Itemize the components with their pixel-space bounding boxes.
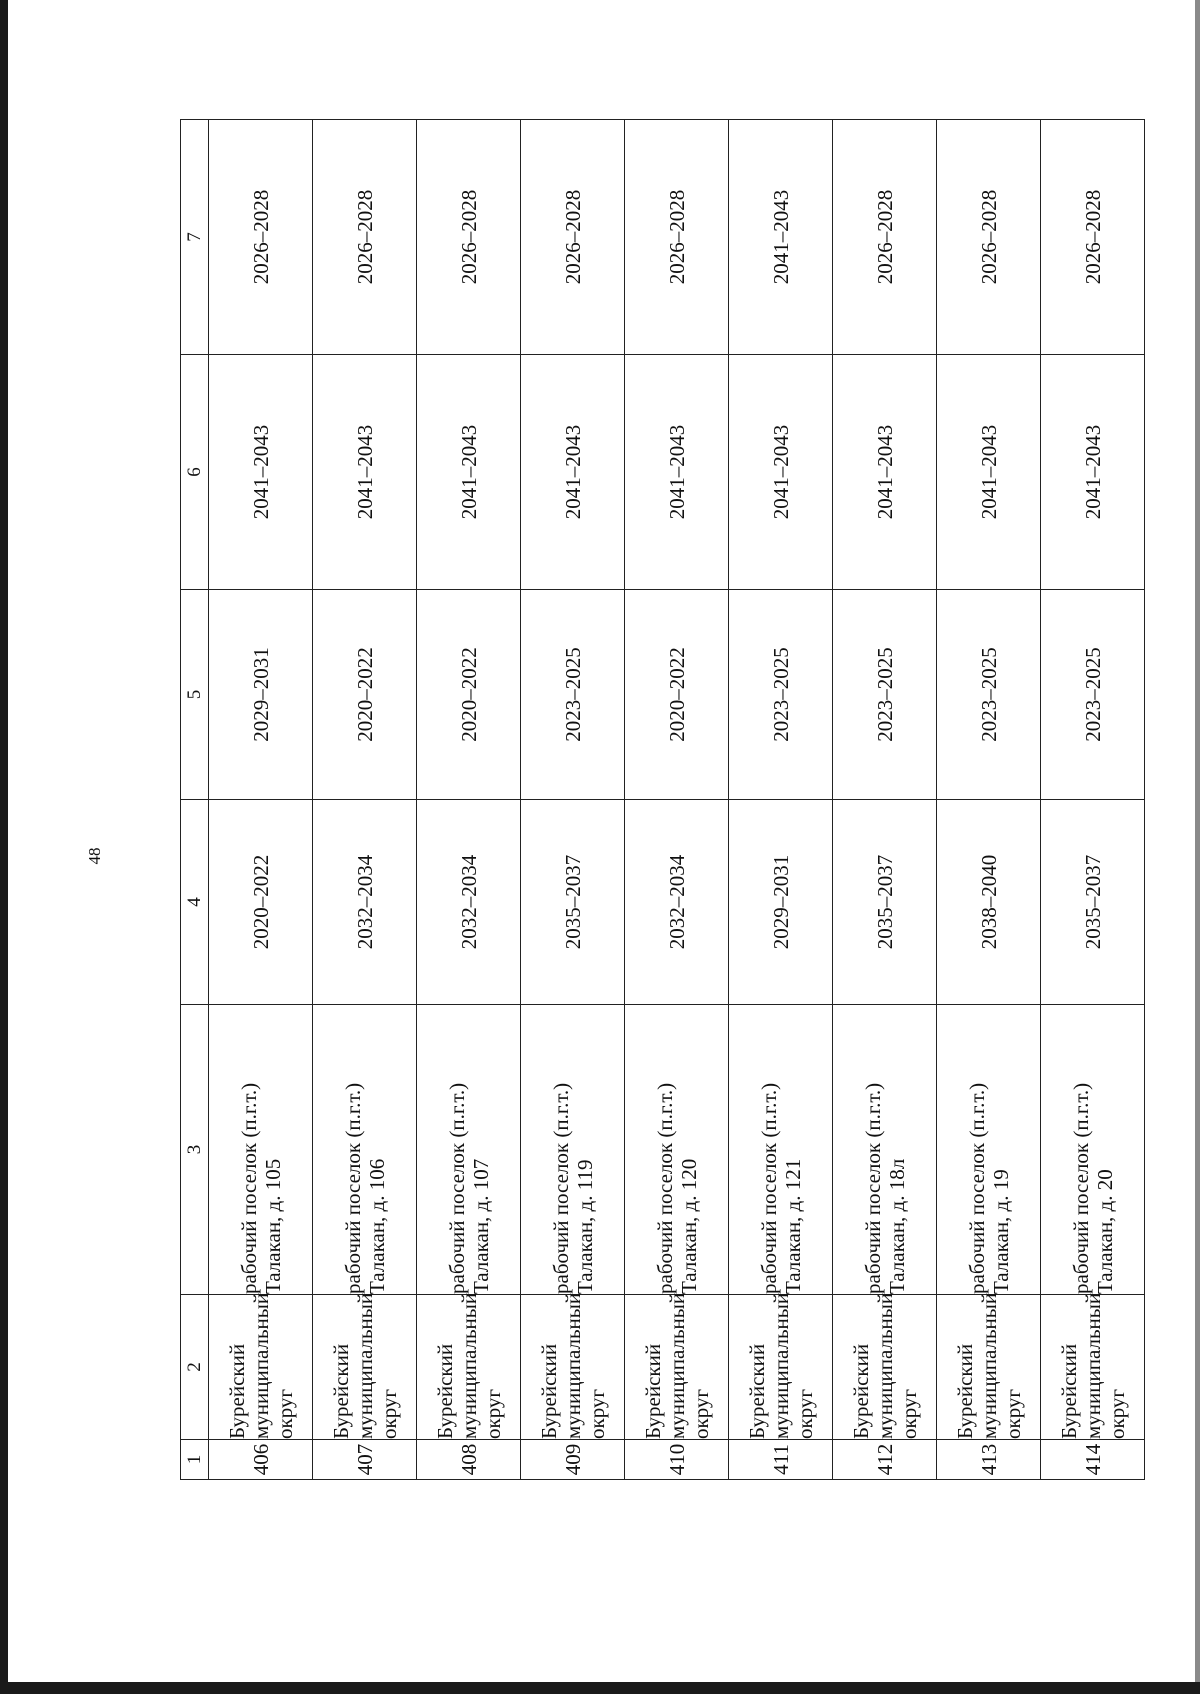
period-cell-col5: 2020–2022 — [417, 590, 521, 800]
district-cell — [417, 1292, 521, 1440]
period-cell-col7: 2026–2028 — [833, 120, 937, 355]
period-cell-col7: 2041–2043 — [729, 120, 833, 355]
district-line: округ — [272, 1388, 297, 1439]
page-number: 48 — [85, 847, 104, 865]
district-line: округ — [480, 1388, 505, 1439]
period-cell-col5: 2023–2025 — [729, 590, 833, 800]
address-cell — [625, 1005, 729, 1295]
header-row — [181, 120, 209, 1480]
header-col-6: 6 — [181, 355, 209, 590]
district-line: Бурейский — [224, 1343, 249, 1439]
district-cell — [521, 1292, 625, 1440]
address-cell — [729, 1005, 833, 1295]
period-cell-col4: 2032–2034 — [313, 800, 417, 1005]
period-cell-col6: 2041–2043 — [313, 355, 417, 590]
period-cell-col4: 2035–2037 — [521, 800, 625, 1005]
table-row — [313, 120, 417, 1480]
district-line: округ — [584, 1388, 609, 1439]
register-table — [180, 119, 1145, 1480]
period-cell-col6: 2041–2043 — [417, 355, 521, 590]
district-line: Бурейский — [744, 1343, 769, 1439]
period-cell-col6: 2041–2043 — [625, 355, 729, 590]
address-line: рабочий поселок (п.г.т.) — [860, 1082, 885, 1294]
row-number-cell: 407 — [313, 1440, 417, 1480]
address-line: Талакан, д. 19 — [988, 1169, 1013, 1294]
header-col-1: 1 — [181, 1440, 209, 1480]
row-number-cell: 408 — [417, 1440, 521, 1480]
district-line: Бурейский — [328, 1343, 353, 1439]
district-line: округ — [1104, 1388, 1129, 1439]
period-cell-col7: 2026–2028 — [209, 120, 313, 355]
table-row — [209, 120, 313, 1480]
row-number-cell: 414 — [1041, 1440, 1145, 1480]
address-line: рабочий поселок (п.г.т.) — [756, 1082, 781, 1294]
period-cell-col5: 2023–2025 — [521, 590, 625, 800]
district-line: округ — [688, 1388, 713, 1439]
district-line: муниципальный — [560, 1292, 585, 1439]
district-line: Бурейский — [536, 1343, 561, 1439]
address-line: Талакан, д. 105 — [260, 1158, 285, 1294]
header-col-2: 2 — [181, 1295, 209, 1440]
row-number-cell: 410 — [625, 1440, 729, 1480]
district-line: округ — [376, 1388, 401, 1439]
scan-edge-left — [0, 0, 8, 1694]
period-cell-col4: 2035–2037 — [1041, 800, 1145, 1005]
address-line: Талакан, д. 120 — [676, 1158, 701, 1294]
period-cell-col4: 2035–2037 — [833, 800, 937, 1005]
address-cell — [417, 1005, 521, 1295]
district-line: муниципальный — [976, 1292, 1001, 1439]
address-line: рабочий поселок (п.г.т.) — [652, 1082, 677, 1294]
district-line: Бурейский — [640, 1343, 665, 1439]
district-line: Бурейский — [1056, 1343, 1081, 1439]
period-cell-col6: 2041–2043 — [833, 355, 937, 590]
period-cell-col7: 2026–2028 — [625, 120, 729, 355]
address-line: рабочий поселок (п.г.т.) — [548, 1082, 573, 1294]
district-line: округ — [1000, 1388, 1025, 1439]
district-cell — [313, 1292, 417, 1440]
address-line: рабочий поселок (п.г.т.) — [236, 1082, 261, 1294]
period-cell-col7: 2026–2028 — [1041, 120, 1145, 355]
district-cell — [729, 1292, 833, 1440]
table-row — [937, 120, 1041, 1480]
period-cell-col4: 2032–2034 — [625, 800, 729, 1005]
district-cell — [625, 1292, 729, 1440]
period-cell-col5: 2023–2025 — [833, 590, 937, 800]
period-cell-col6: 2041–2043 — [1041, 355, 1145, 590]
district-line: округ — [896, 1388, 921, 1439]
district-line: муниципальный — [1080, 1292, 1105, 1439]
row-number-cell: 409 — [521, 1440, 625, 1480]
district-line: муниципальный — [768, 1292, 793, 1439]
address-line: Талакан, д. 119 — [572, 1159, 597, 1294]
period-cell-col4: 2038–2040 — [937, 800, 1041, 1005]
address-line: рабочий поселок (п.г.т.) — [964, 1082, 989, 1294]
period-cell-col5: 2023–2025 — [937, 590, 1041, 800]
address-line: рабочий поселок (п.г.т.) — [1068, 1082, 1093, 1294]
district-line: Бурейский — [848, 1343, 873, 1439]
scan-edge-right — [1195, 0, 1200, 1694]
row-number-cell: 413 — [937, 1440, 1041, 1480]
district-line: муниципальный — [456, 1292, 481, 1439]
district-line: Бурейский — [432, 1343, 457, 1439]
address-cell — [313, 1005, 417, 1295]
address-line: Талакан, д. 20 — [1092, 1169, 1117, 1294]
address-line: Талакан, д. 121 — [780, 1158, 805, 1294]
period-cell-col6: 2041–2043 — [209, 355, 313, 590]
district-line: муниципальный — [872, 1292, 897, 1439]
address-cell — [937, 1005, 1041, 1295]
district-cell — [1041, 1292, 1145, 1440]
period-cell-col7: 2026–2028 — [937, 120, 1041, 355]
address-line: рабочий поселок (п.г.т.) — [444, 1082, 469, 1294]
header-col-7: 7 — [181, 120, 209, 355]
row-number-cell: 406 — [209, 1440, 313, 1480]
scan-edge-bottom — [0, 1682, 1200, 1694]
address-line: Талакан, д. 107 — [468, 1158, 493, 1294]
period-cell-col7: 2026–2028 — [313, 120, 417, 355]
district-line: муниципальный — [352, 1292, 377, 1439]
table-row — [521, 120, 625, 1480]
period-cell-col5: 2023–2025 — [1041, 590, 1145, 800]
period-cell-col4: 2032–2034 — [417, 800, 521, 1005]
period-cell-col6: 2041–2043 — [521, 355, 625, 590]
header-col-4: 4 — [181, 800, 209, 1005]
district-line: округ — [792, 1388, 817, 1439]
period-cell-col5: 2020–2022 — [625, 590, 729, 800]
period-cell-col7: 2026–2028 — [417, 120, 521, 355]
address-cell — [833, 1005, 937, 1295]
table-row — [625, 120, 729, 1480]
period-cell-col6: 2041–2043 — [937, 355, 1041, 590]
district-line: муниципальный — [248, 1292, 273, 1439]
header-col-5: 5 — [181, 590, 209, 800]
district-cell — [209, 1292, 313, 1440]
row-number-cell: 412 — [833, 1440, 937, 1480]
table-row — [1041, 120, 1145, 1480]
period-cell-col7: 2026–2028 — [521, 120, 625, 355]
table-row — [833, 120, 937, 1480]
period-cell-col4: 2020–2022 — [209, 800, 313, 1005]
district-line: Бурейский — [952, 1343, 977, 1439]
district-cell — [937, 1292, 1041, 1440]
district-line: муниципальный — [664, 1292, 689, 1439]
district-cell — [833, 1292, 937, 1440]
address-line: Талакан, д. 18л — [884, 1158, 909, 1294]
header-col-3: 3 — [181, 1005, 209, 1295]
table-row — [729, 120, 833, 1480]
address-cell — [209, 1005, 313, 1295]
period-cell-col6: 2041–2043 — [729, 355, 833, 590]
row-number-cell: 411 — [729, 1440, 833, 1480]
period-cell-col5: 2029–2031 — [209, 590, 313, 800]
address-cell — [521, 1005, 625, 1295]
rotated-table-container — [180, 120, 1145, 1480]
period-cell-col5: 2020–2022 — [313, 590, 417, 800]
address-line: Талакан, д. 106 — [364, 1158, 389, 1294]
address-cell — [1041, 1005, 1145, 1295]
table-row — [417, 120, 521, 1480]
address-line: рабочий поселок (п.г.т.) — [340, 1082, 365, 1294]
period-cell-col4: 2029–2031 — [729, 800, 833, 1005]
